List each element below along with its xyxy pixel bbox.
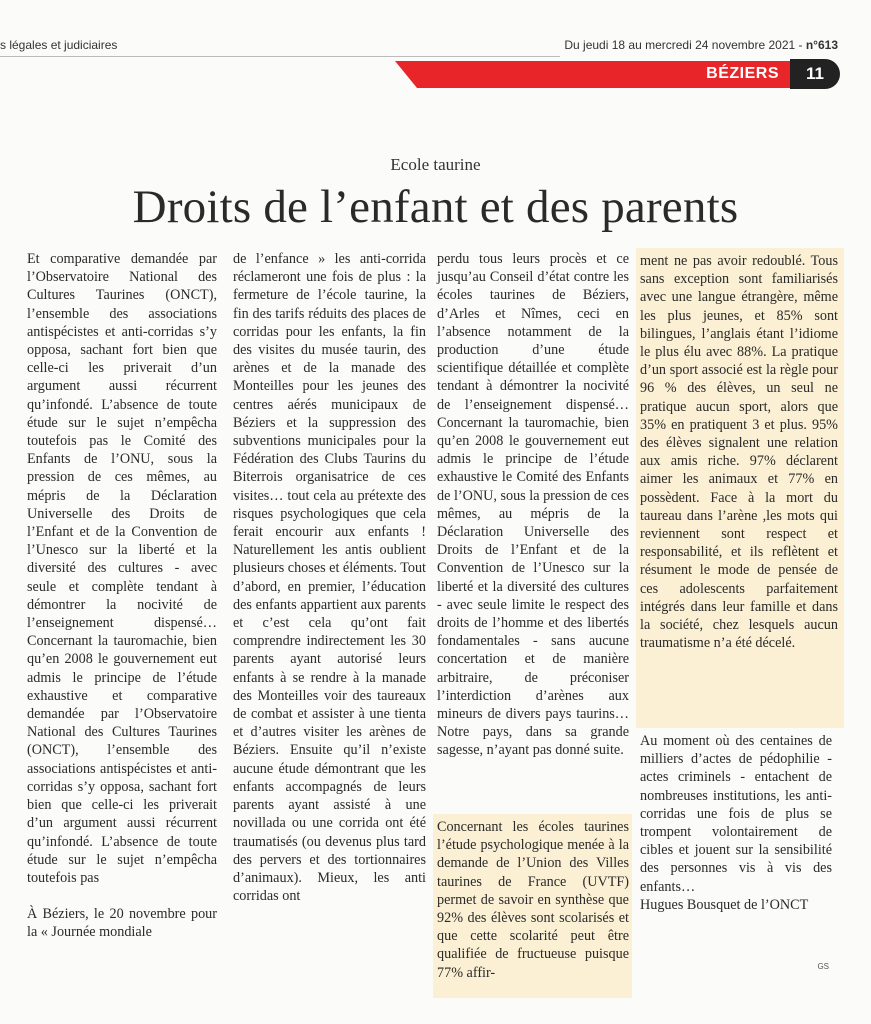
article-column-1 (27, 250, 217, 942)
page-header (0, 0, 871, 95)
column-2-text: de l’enfance » les anti-corrida réclameront une fois de plus : la fermeture de l’école taurine, la fin des tarifs réduits des places de corridas pour les enfants, la fin des visites du musée taurin, des arènes et de la manade des Monteilles pour les jeunes des centres aérés municipaux de Béziers et la suppression des subventions municipales pour la Fédération des Clubs Taurins du Biterrois organisatrice de ces visites… tout cela au prétexte des risques psychologiques que cela ferait encourir aux enfants ! Naturellement les antis oublient plusieurs choses et éléments. Tout d’abord, en premier, l’éducation des enfants appartient aux parents et c’est cela qu’ont fait comprendre indirectement les 30 parents ayant autorisé leurs enfants à se rendre à la manade des Monteilles voir des taureaux de combat et assister à une tienta et d’autres visiter les arènes de Béziers. Ensuite qu’il n’existe aucune étude démontrant que les enfants accompagnés de leurs parents ayant assisté à une novillada ou une corrida ont été traumatisés (ou devenus plus tard des pervers et des tortionnaires d’animaux). Mieux, les anti corridas ont (233, 251, 426, 905)
page-number-badge: 11 (790, 59, 840, 89)
article-title: Droits de l’enfant et des parents (132, 181, 739, 233)
column-3-text: perdu tous leurs procès et ce jusqu’au Conseil d’état contre les écoles taurines de Béziers, d’Arles et Nîmes, ceci en l’absence notamment de la production d’une étude scientifique détaillée et complète tendant à démontrer la nocivité de l’enseignement dispensé… Concernant la tauromachie, bien qu’en 2008 le gouvernement eut admis le principe de l’étude exhaustive le Comité des Enfants de l’ONU, sous la pression de ces mêmes, au mépris de la Déclaration Universelle des Droits de l’Enfant et de la Convention de l’Unesco sur la liberté et la diversité des cultures - avec seule limite le respect des droits de l’homme et des libertés fondamentales - sans aucune concertation et de manière arbitraire, de préconiser l’interdiction d’arènes aux mineurs de divers pays taurins… Notre pays, dans sa grande sagesse, n’ayant pas donné suite. (437, 251, 629, 759)
column-3-highlight-text: Concernant les écoles taurines l’étude psychologique menée à la demande de l’Union des Villes taurines de France (UVTF) permet de savoir en synthèse que 92% des élèves sont scolarisés et que cette scolarité peut être qualifiée de fructueuse puisque 77% affir- (437, 819, 629, 981)
article-column-4 (640, 732, 832, 914)
column-4-highlight-text: ment ne pas avoir redoublé. Tous sans exception sont familiarisés avec une langue étrangère, même les plus jeunes, et 85% sont bilingues, l’anglais étant l’idiome le plus élu avec 88%. La pratique d’un sport associé est la règle pour 96 % des élèves, un seul ne pratique aucun sport, alors que 35% en pratiquent 3 et plus. 95% des élèves signalent une relation aux amis riche. 97% déclarent aimer les animaux et 77% en possèdent. Face à la mort du taureau dans l’arène ,les mots qui reviennent sont respect et responsabilité, et ils reflètent et résument le mode de pensée de ces adolescents parfaitement intégrés dans leur famille et dans la société, chez lesquels aucun traumatisme n’a été décelé. (640, 253, 838, 652)
issue-date (564, 38, 838, 52)
rubric-label: s légales et judiciaires (0, 38, 118, 52)
issue-number: n°613 (805, 38, 838, 52)
section-label: BÉZIERS (706, 65, 779, 82)
article-column-2 (233, 250, 426, 905)
article-author: Hugues Bousquet de l’ONCT (640, 896, 809, 913)
date-text: Du jeudi 18 au mercredi 24 novembre 2021 - (564, 38, 803, 52)
column-4-text: Au moment où des centaines de milliers d’actes de pédophilie - actes criminels - entachent de nombreuses institutions, les anti-corridas une fois de plus se trompent volontairement de cibles et jouent sur la sensibilité des personnes vis à vis des enfants… (640, 733, 832, 895)
header-rule (0, 56, 560, 57)
article-column-3 (437, 250, 629, 760)
column-1-text: Et comparative demandée par l’Observatoire National des Cultures Taurines (ONCT), l’ensemble des associations antispécistes et anti-corridas s’y opposa, sachant fort bien que celle-ci les priverait d’un argument aussi récurrent qu’infondé. L’absence de toute étude sur le sujet n’empêcha toutefois pas le Comité des Enfants de l’ONU, sous la pression de ces mêmes, au mépris de la Déclaration Universelle des Droits de l’Enfant et de la Convention de l’Unesco sur la liberté et la diversité des cultures - avec seule et complète tendant à démontrer la nocivité de l’enseignement dispensé… Concernant la tauromachie, bien qu’en 2008 le gouvernement eut admis le principe de l’étude exhaustive et comparative demandée par l’Observatoire National des Cultures Taurines (ONCT), l’ensemble des associations antispécistes et anti-corridas s’y opposa, sachant fort bien que celle-ci les priverait d’un argument aussi récurrent qu’infondé. L’absence de toute étude sur le sujet n’empêcha toutefois pas (27, 251, 217, 886)
article-kicker: Ecole taurine (390, 155, 481, 174)
column-1-end: À Béziers, le 20 novembre pour la « Journée mondiale (27, 906, 217, 941)
author-initials: GS (817, 962, 829, 971)
